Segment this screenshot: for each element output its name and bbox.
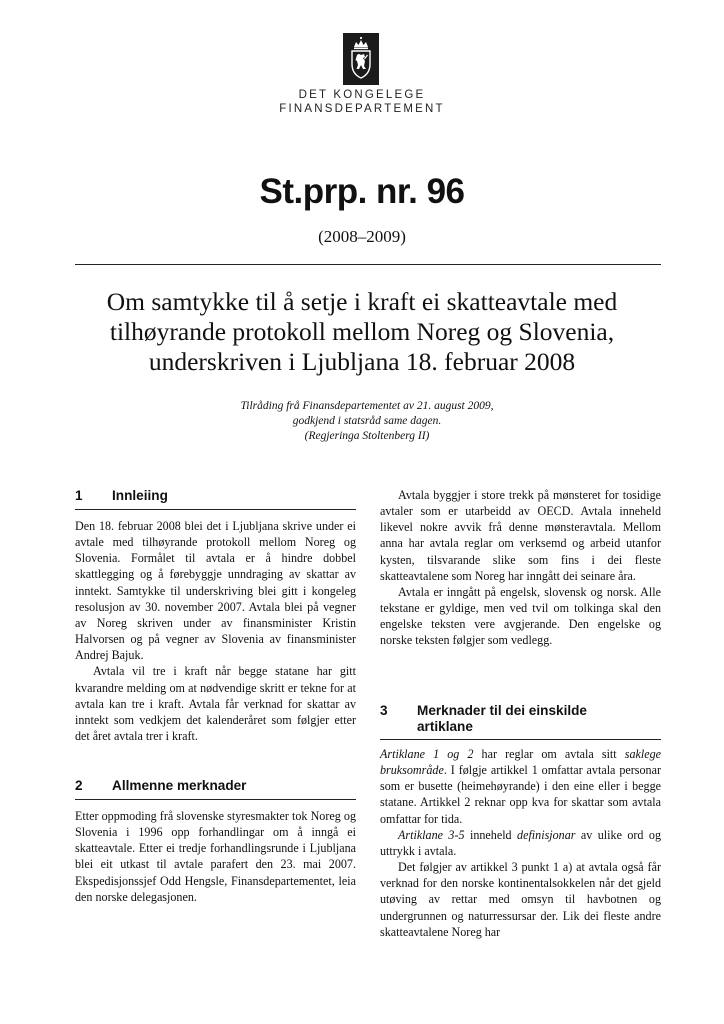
recommendation-line: (Regjeringa Stoltenberg II) [304, 429, 430, 442]
text-run: har reglar om avtala sitt [473, 747, 625, 761]
paragraph [380, 746, 661, 827]
recommendation-line: Tilråding frå Finansdepartementet av 21. august 2009, [240, 400, 494, 412]
article-reference: Artiklane 3-5 [398, 827, 465, 842]
section-2-continued-body [380, 487, 661, 649]
section-3-rule [380, 739, 661, 740]
section-title [417, 703, 587, 734]
paragraph [380, 827, 661, 859]
defined-term: definisjonar [517, 827, 576, 842]
section-number: 1 [75, 488, 83, 503]
paragraph: Etter oppmoding frå slovenske styresmakter tok Noreg og Slovenia i 1996 opp forhandlingar om å inngå ei skatteavtale. Etter ei tredje forhandlingsrunde i Ljubljana blei eit utkast til avtale parafert den 23. mai 2007. Ekspedisjonssjef Odd Hengsle, Finansdepartementet, leia den norske delegasjonen. [75, 809, 356, 904]
ministry-name-line2: FINANSDEPARTEMENT [279, 103, 445, 115]
defined-term: saklege bruksområde [380, 747, 662, 778]
document-title: St.prp. nr. 96 [259, 172, 465, 211]
subject-title [60, 287, 664, 377]
section-title-line: Merknader til dei einskilde [417, 703, 587, 718]
document-year: (2008–2009) [318, 227, 406, 246]
section-number: 3 [380, 703, 388, 718]
section-title: Allmenne merknader [112, 778, 247, 793]
text-run: av ulike ord og uttrykk i avtala. [380, 827, 661, 858]
article-reference: Artiklane 1 og 2 [380, 747, 474, 761]
subject-title-line: tilhøyrande protokoll mellom Noreg og Slovenia, [109, 317, 615, 346]
paragraph: Avtala vil tre i kraft når begge statane har gitt kvarandre melding om at nødvendige skritt er tekne for at avtala kan tre i kraft. Avtala får verknad for skattar av inntekt som vedkjem det kalenderåret som følgjer etter det året avtala trer i kraft. [75, 664, 356, 744]
recommendation-line: godkjend i statsråd same dagen. [292, 414, 442, 427]
section-2-rule [75, 799, 356, 800]
paragraph: Avtala byggjer i store trekk på mønsteret for tosidige avtaler som er utarbeidd av OECD. Avtala inneheld likevel nokre avvik frå denne mønsteravtala. Mellom anna har avtala reglar om verksemd og arbeid utanfor kysten, tilsvarande slike som fins i dei fleste skatteavtalene som Noreg har inngått dei seinare åra. [380, 488, 661, 583]
subject-title-line: Om samtykke til å setje i kraft ei skatteavtale med [106, 287, 618, 316]
crown-lion-crest-icon [343, 33, 379, 85]
section-3-heading [380, 703, 661, 735]
ministry-name-line1: DET KONGELEGE [298, 89, 426, 101]
section-title-line: artiklane [417, 718, 473, 734]
text-run: inneheld [464, 827, 518, 842]
title-divider [75, 264, 661, 265]
section-2-heading [75, 778, 356, 794]
recommendation-note [0, 399, 724, 443]
section-number: 2 [75, 778, 83, 793]
paragraph: Den 18. februar 2008 blei det i Ljubljana skrive under ei avtale med tilhøyrande protokoll mellom Noreg og Slovenia. Formålet til avtala er å hindre dobbel skattlegging og å førebyggje unndraging av skattar av inntekt. Samtykke til underskriving blei gitt i kongeleg resolusjon av 30. november 2007. Avtala blei på vegner av Noreg skriven under av finansminister Kristin Halvorsen og på vegner av Slovenia av finansminister Andrej Bajuk. [75, 519, 356, 663]
subject-title-line: underskriven i Ljubljana 18. februar 2008 [148, 347, 576, 376]
section-1-heading [75, 488, 356, 504]
section-title: Innleiing [112, 488, 168, 503]
text-run: . I følgje artikkel 1 omfattar avtala personar som er busette (heimehøyrande) i den eine eller i begge statane. Artikkel 2 reknar opp kva for skattar som avtala omfattar for tida. [380, 763, 661, 826]
section-3-body [380, 746, 661, 940]
section-2-body [75, 808, 356, 905]
section-1-rule [75, 509, 356, 510]
paragraph: Det følgjer av artikkel 3 punkt 1 a) at avtala også får verknad for den norske kontinentalsokkelen når det gjeld utøving av rettar med omsyn til havbotnen og undergrunnen og naturressursar der. Lik dei fleste andre skatteavtalene Noreg har [380, 860, 661, 939]
section-1-body [75, 518, 356, 744]
paragraph: Avtala er inngått på engelsk, slovensk og norsk. Alle tekstane er gyldige, men ved tvil om tolkinga skal den engelske teksten vere avgjerande. Den engelske og norske teksten følgjer som vedlegg. [380, 584, 661, 648]
